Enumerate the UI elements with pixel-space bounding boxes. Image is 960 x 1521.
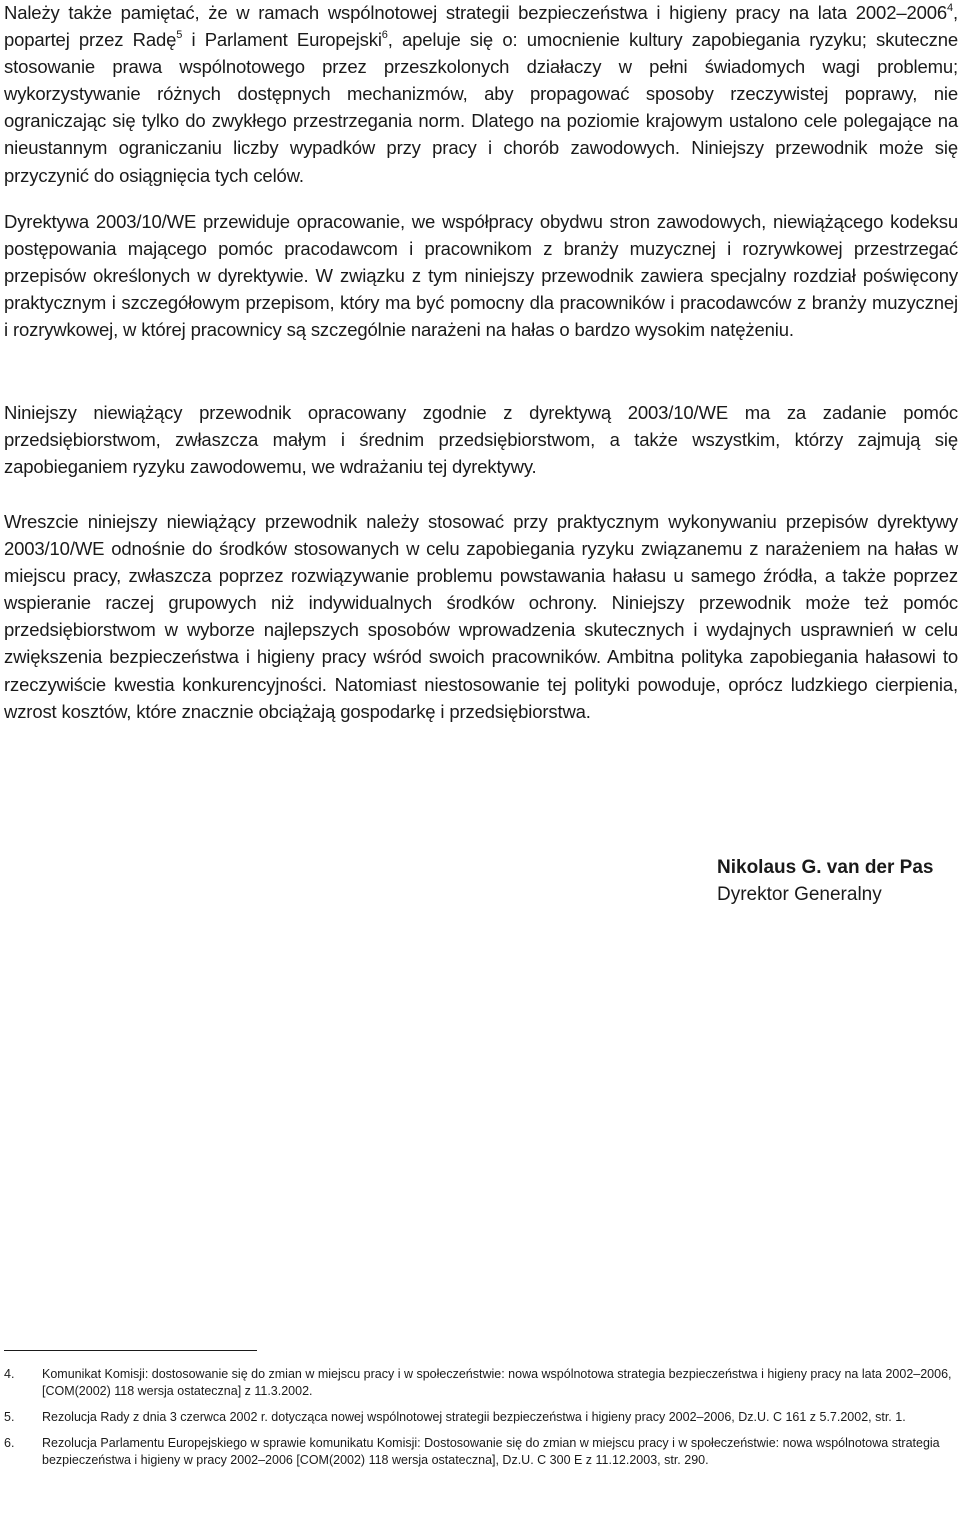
footnote-6 [4, 1435, 958, 1469]
footnote-divider [4, 1350, 257, 1351]
paragraph-text: , apeluje się o: umocnienie kultury zapobiegania ryzyku; skuteczne stosowanie prawa wspólnotowego przez przeszkolonych działaczy w pełni świadomych wagi problemu; wykorzystywanie różnych dostępnych mechanizmów, aby propagować sposoby rzeczywistej poprawy, nie ograniczając się tylko do zwykłego przestrzegania norm. Dlatego na poziomie krajowym ustalono cele polegające na nieustannym ograniczaniu liczby wypadków przy pracy i chorób zawodowych. Niniejszy przewodnik może się przyczynić do osiągnięcia tych celów. [4, 29, 958, 186]
paragraph-guide-purpose: Niniejszy niewiążący przewodnik opracowany zgodnie z dyrektywą 2003/10/WE ma za zadanie pomóc przedsiębiorstwom, zwłaszcza małym i średnim przedsiębiorstwom, a także wszystkim, którzy zajmują się zapobieganiem ryzyku zawodowemu, we wdrażaniu tej dyrektywy. [4, 402, 958, 478]
signatory-role: Dyrektor Generalny [717, 884, 882, 905]
paragraph-text: Należy także pamiętać, że w ramach wspólnotowej strategii bezpieczeństwa i higieny pracy na lata 2002–2006 [4, 2, 948, 23]
footnote-text: Rezolucja Parlamentu Europejskiego w sprawie komunikatu Komisji: Dostosowanie się do zmian w miejscu pracy i w społeczeństwie: nowa wspólnotowa strategia bezpieczeństwa i higieny w pracy 2002–2006 [COM(2002) 118 wersja ostateczna], Dz.U. C 300 E z 11.12.2003, str. 290. [42, 1436, 940, 1467]
footnote-text: Komunikat Komisji: dostosowanie się do zmian w miejscu pracy i w społeczeństwie: nowa wspólnotowa strategia bezpieczeństwa i higieny pracy na lata 2002–2006, [COM(2002) 118 wersja ostateczna] z 11.3.2002. [42, 1367, 952, 1398]
footnote-ref-4: 4 [947, 2, 953, 14]
signature-block [717, 854, 933, 908]
footnote-number: 6. [4, 1436, 15, 1450]
paragraph-text: i Parlament Europejski [182, 29, 382, 51]
footnote-number: 5. [4, 1410, 15, 1424]
footnote-ref-6: 6 [381, 29, 388, 42]
signatory-name: Nikolaus G. van der Pas [717, 857, 934, 878]
paragraph-text: , popartej przez Radę [4, 2, 958, 51]
footnote-4 [4, 1366, 958, 1400]
footnotes [4, 1366, 958, 1478]
paragraph-conclusion: Wreszcie niniejszy niewiążący przewodnik należy stosować przy praktycznym wykonywaniu przepisów dyrektywy 2003/10/WE odnośnie do środków stosowanych w celu zapobiegania ryzyku związanemu z narażeniem na hałas w miejscu pracy, zwłaszcza poprzez rozwiązywanie problemu powstawania hałasu u samego źródła, a także poprzez wspieranie raczej grupowych niż indywidualnych środków ochrony. Niniejszy przewodnik może też pomóc przedsiębiorstwom w wyborze najlepszych sposobów wprowadzenia skutecznych i wydajnych usprawnień w celu zwiększenia bezpieczeństwa i higieny pracy wśród swoich pracowników. Ambitna polityka zapobiegania hałasowi to rzeczywiście kwestia konkurencyjności. Natomiast niestosowanie tej polityki powoduje, oprócz ludzkiego cierpienia, wzrost kosztów, które znacznie obciążają gospodarkę i przedsiębiorstwa. [4, 511, 958, 722]
footnote-ref-5: 5 [176, 29, 183, 42]
paragraph-strategy [4, 0, 958, 189]
footnote-number: 4. [4, 1367, 15, 1381]
footnote-5 [4, 1409, 958, 1426]
footnote-text: Rezolucja Rady z dnia 3 czerwca 2002 r. dotycząca nowej wspólnotowej strategii bezpieczeństwa i higieny pracy 2002–2006, Dz.U. C 161 z 5.7.2002, str. 1. [42, 1410, 906, 1424]
paragraph-directive: Dyrektywa 2003/10/WE przewiduje opracowanie, we współpracy obydwu stron zawodowych, niewiążącego kodeksu postępowania mającego pomóc pracodawcom i pracownikom z branży muzycznej i rozrywkowej przestrzegać przepisów określonych w dyrektywie. W związku z tym niniejszy przewodnik zawiera specjalny rozdział poświęcony praktycznym i szczegółowym przepisom, który ma być pomocny dla pracowników i pracodawców z branży muzycznej i rozrywkowej, w której pracownicy są szczególnie narażeni na hałas o bardzo wysokim natężeniu. [4, 211, 958, 341]
